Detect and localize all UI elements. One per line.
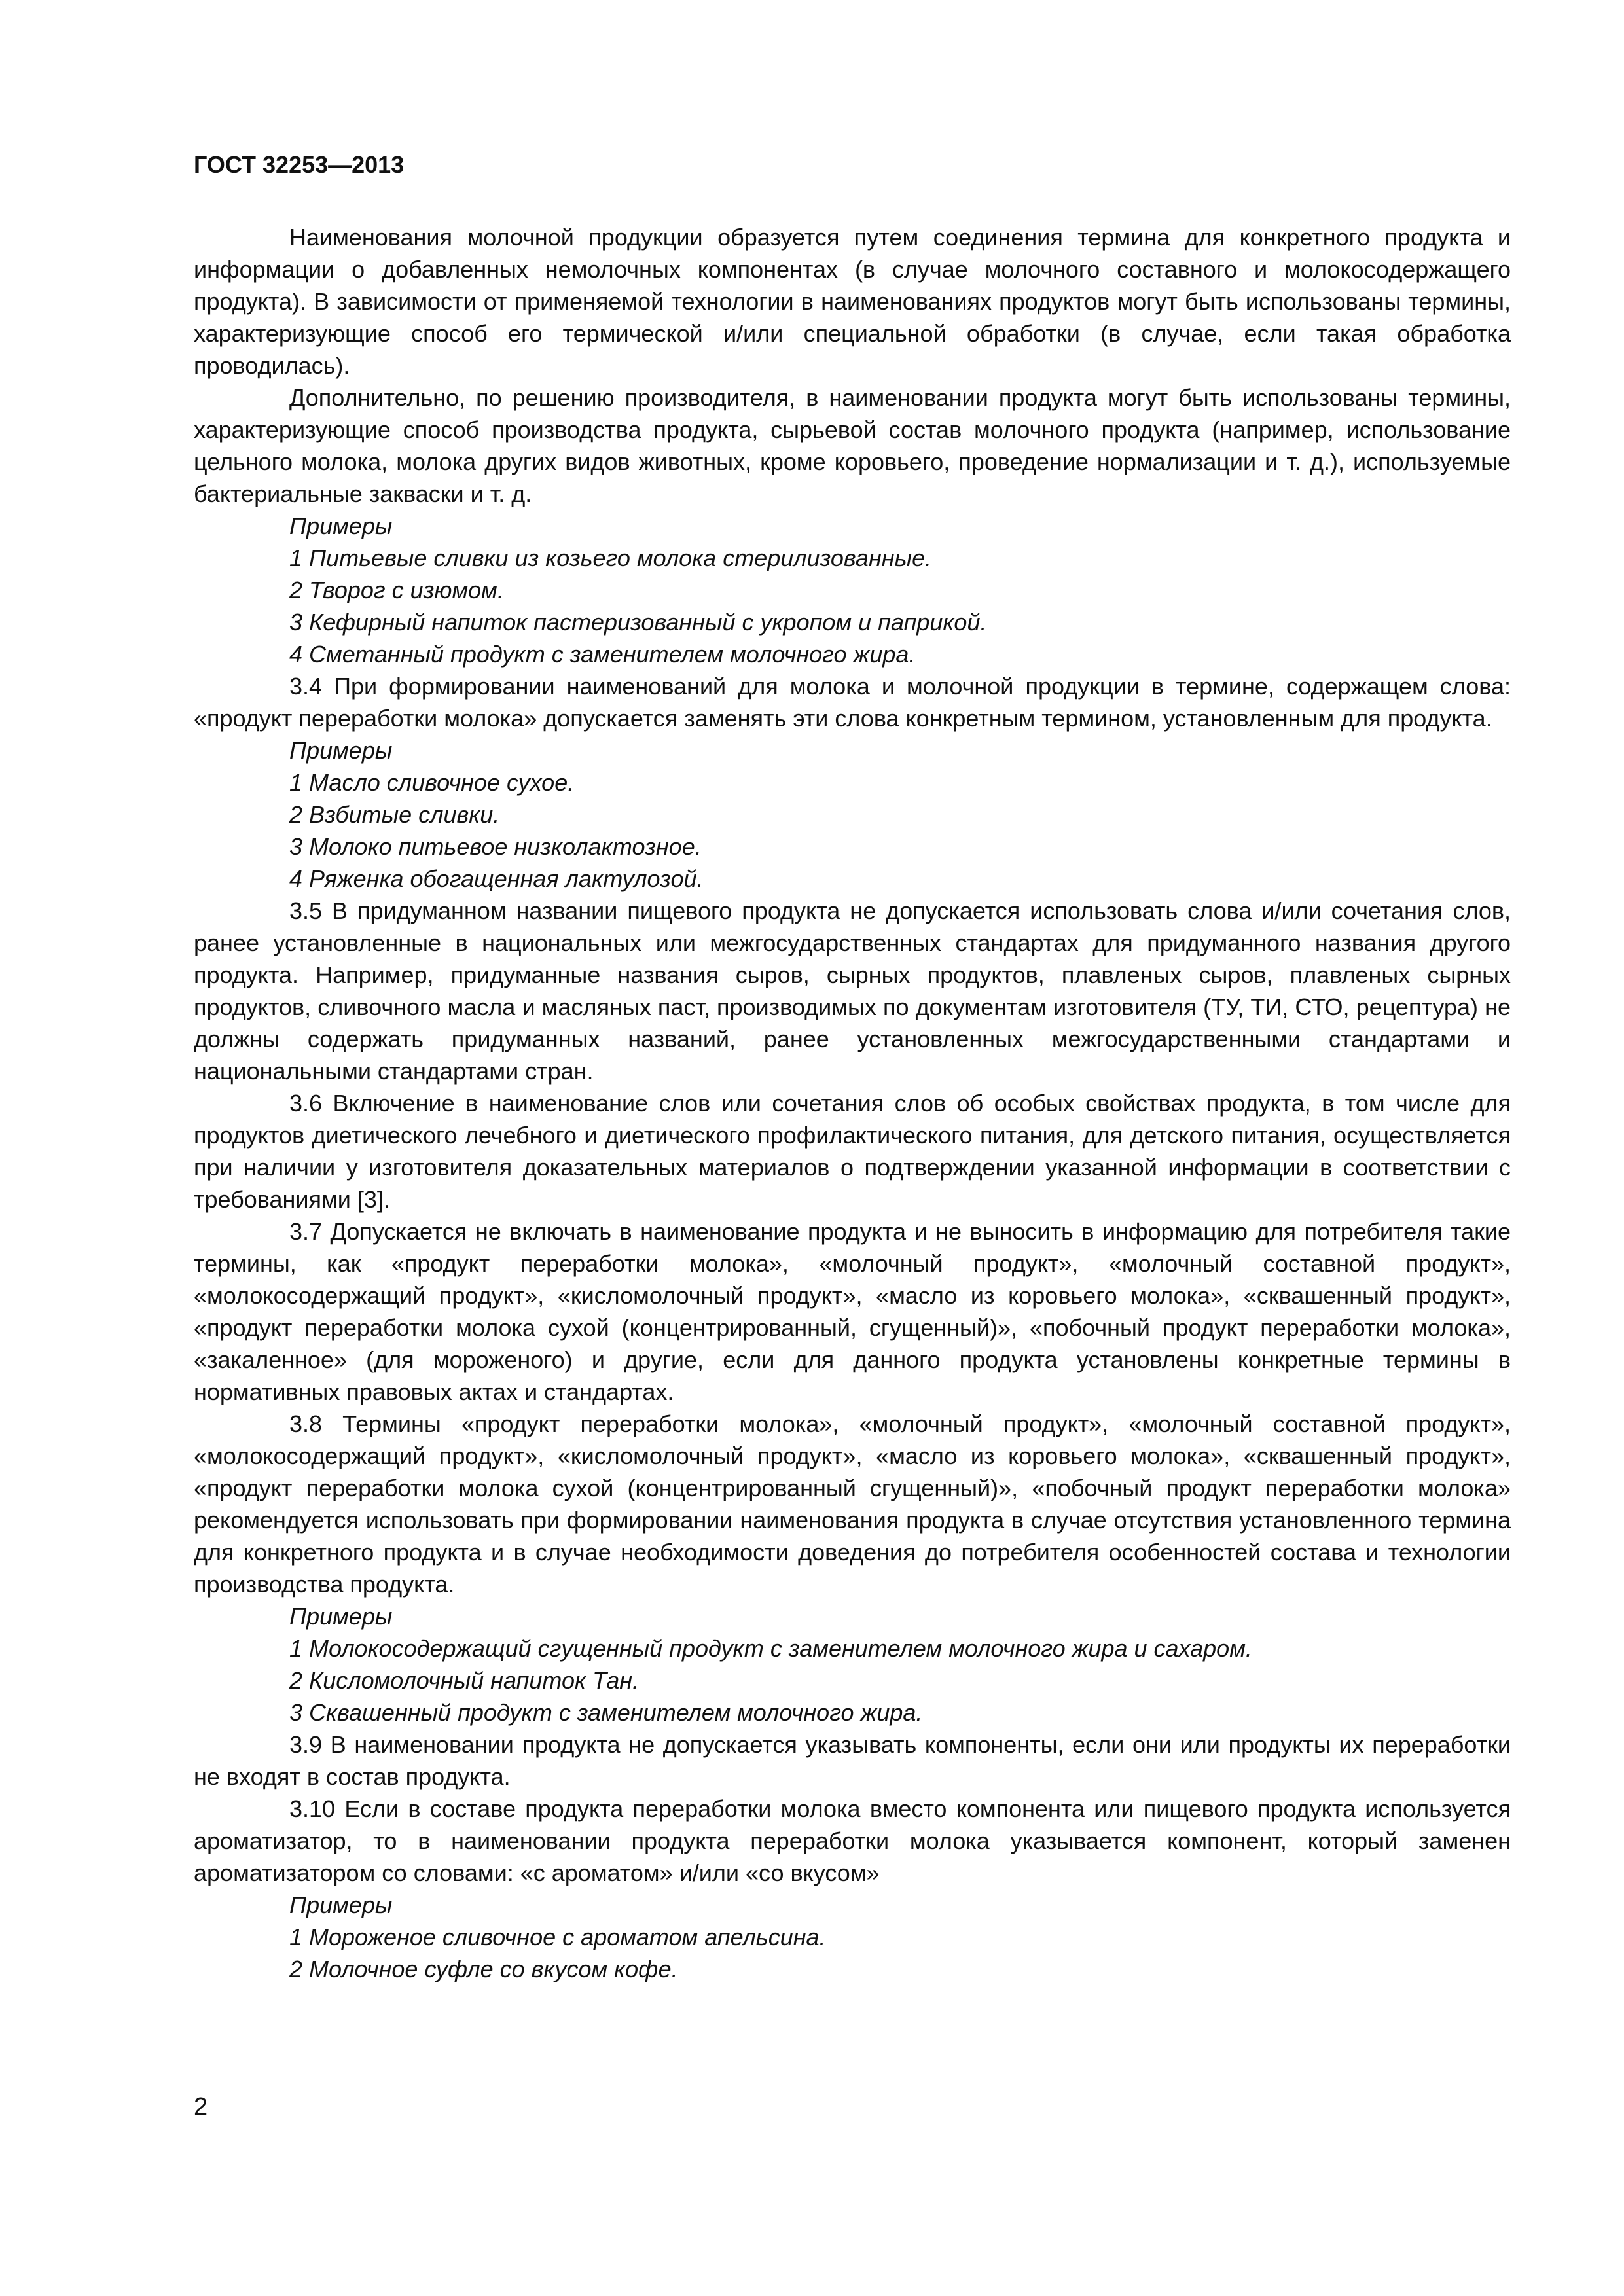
- examples-label: Примеры: [289, 1603, 393, 1630]
- paragraph-3-6: 3.6 Включение в наименование слов или сочетания слов об особых свойствах продукта, в том числе для продуктов диетического лечебного и диетического профилактического питания, для детского питания, осуществляется при наличии у изготовителя доказательных материалов о подтверждении указанной информации в соответствии с требованиями [3].: [194, 1090, 1511, 1213]
- examples-label: Примеры: [289, 1892, 393, 1918]
- paragraph-3-7: 3.7 Допускается не включать в наименование продукта и не выносить в информацию для потребителя такие термины, как «продукт переработки молока», «молочный продукт», «молочный составной продукт», «молокосодержащий продукт», «кисломолочный продукт», «масло из коровьего молока», «сквашенный продукт», «продукт переработки молока сухой (концентрированный, сгущенный)», «побочный продукт переработки молока», «закаленное» (для мороженого) и другие, если для данного продукта установлены конкретные термины в нормативных правовых актах и стандартах.: [194, 1218, 1511, 1405]
- examples-label: Примеры: [289, 737, 393, 764]
- paragraph: Наименования молочной продукции образуется путем соединения термина для конкретного продукта и информации о добавленных немолочных компонентах (в случае молочного составного и молокосодержащего продукта). В зависимости от применяемой технологии в наименованиях продуктов могут быть использованы термины, характеризующие способ его термической и/или специальной обработки (в случае, если такая обработка проводилась).: [194, 224, 1511, 379]
- example-item: 1 Мороженое сливочное с ароматом апельсина.: [289, 1924, 826, 1950]
- paragraph-3-5: 3.5 В придуманном названии пищевого продукта не допускается использовать слова и/или сочетания слов, ранее установленные в национальных или межгосударственных стандартах для придуманного названия другого продукта. Например, придуманные названия сыров, сырных продуктов, плавленых сыров, плавленых сырных продуктов, сливочного масла и масляных паст, производимых по документам изготовителя (ТУ, ТИ, СТО, рецептура) не должны содержать придуманных названий, ранее установленных межгосударственными стандартами и национальными стандартами стран.: [194, 897, 1511, 1085]
- example-item: 2 Творог с изюмом.: [289, 577, 504, 603]
- example-item: 3 Молоко питьевое низколактозное.: [289, 833, 702, 860]
- paragraph-3-8: 3.8 Термины «продукт переработки молока», «молочный продукт», «молочный составной продукт», «молокосодержащий продукт», «кисломолочный продукт», «масло из коровьего молока», «сквашенный продукт», «продукт переработки молока сухой (концентрированный сгущенный)», «побочный продукт переработки молока» рекомендуется использовать при формировании наименования продукта в случае отсутствия установленного термина для конкретного продукта и в случае необходимости доведения до потребителя особенностей состава и технологии производства продукта.: [194, 1410, 1511, 1598]
- paragraph-3-10: 3.10 Если в составе продукта переработки молока вместо компонента или пищевого продукта используется ароматизатор, то в наименовании продукта переработки молока указывается компонент, который заменен ароматизатором со словами: «с ароматом» и/или «со вкусом»: [194, 1795, 1511, 1886]
- example-item: 1 Масло сливочное сухое.: [289, 769, 575, 796]
- example-item: 4 Ряженка обогащенная лактулозой.: [289, 865, 704, 892]
- examples-label: Примеры: [289, 512, 393, 539]
- document-page: [194, 149, 1511, 1985]
- document-body: [194, 221, 1511, 1985]
- paragraph-3-4: 3.4 При формировании наименований для молока и молочной продукции в термине, содержащем слова: «продукт переработки молока» допускается заменять эти слова конкретным термином, установленным для продукта.: [194, 673, 1511, 732]
- page-number: 2: [194, 2093, 208, 2121]
- example-item: 2 Взбитые сливки.: [289, 801, 500, 828]
- example-item: 2 Кисломолочный напиток Тан.: [289, 1667, 640, 1694]
- example-item: 1 Питьевые сливки из козьего молока стерилизованные.: [289, 545, 932, 571]
- paragraph: Дополнительно, по решению производителя, в наименовании продукта могут быть использованы термины, характеризующие способ производства продукта, сырьевой состав молочного продукта (например, использование цельного молока, молока других видов животных, кроме коровьего, проведение нормализации и т. д.), используемые бактериальные закваски и т. д.: [194, 384, 1511, 507]
- paragraph-3-9: 3.9 В наименовании продукта не допускается указывать компоненты, если они или продукты их переработки не входят в состав продукта.: [194, 1731, 1511, 1790]
- example-item: 1 Молокосодержащий сгущенный продукт с заменителем молочного жира и сахаром.: [289, 1635, 1252, 1662]
- document-code: ГОСТ 32253—2013: [194, 151, 405, 178]
- example-item: 3 Сквашенный продукт с заменителем молочного жира.: [289, 1699, 923, 1726]
- example-item: 2 Молочное суфле со вкусом кофе.: [289, 1956, 678, 1982]
- example-item: 3 Кефирный напиток пастеризованный с укропом и паприкой.: [289, 609, 987, 636]
- example-item: 4 Сметанный продукт с заменителем молочного жира.: [289, 641, 916, 668]
